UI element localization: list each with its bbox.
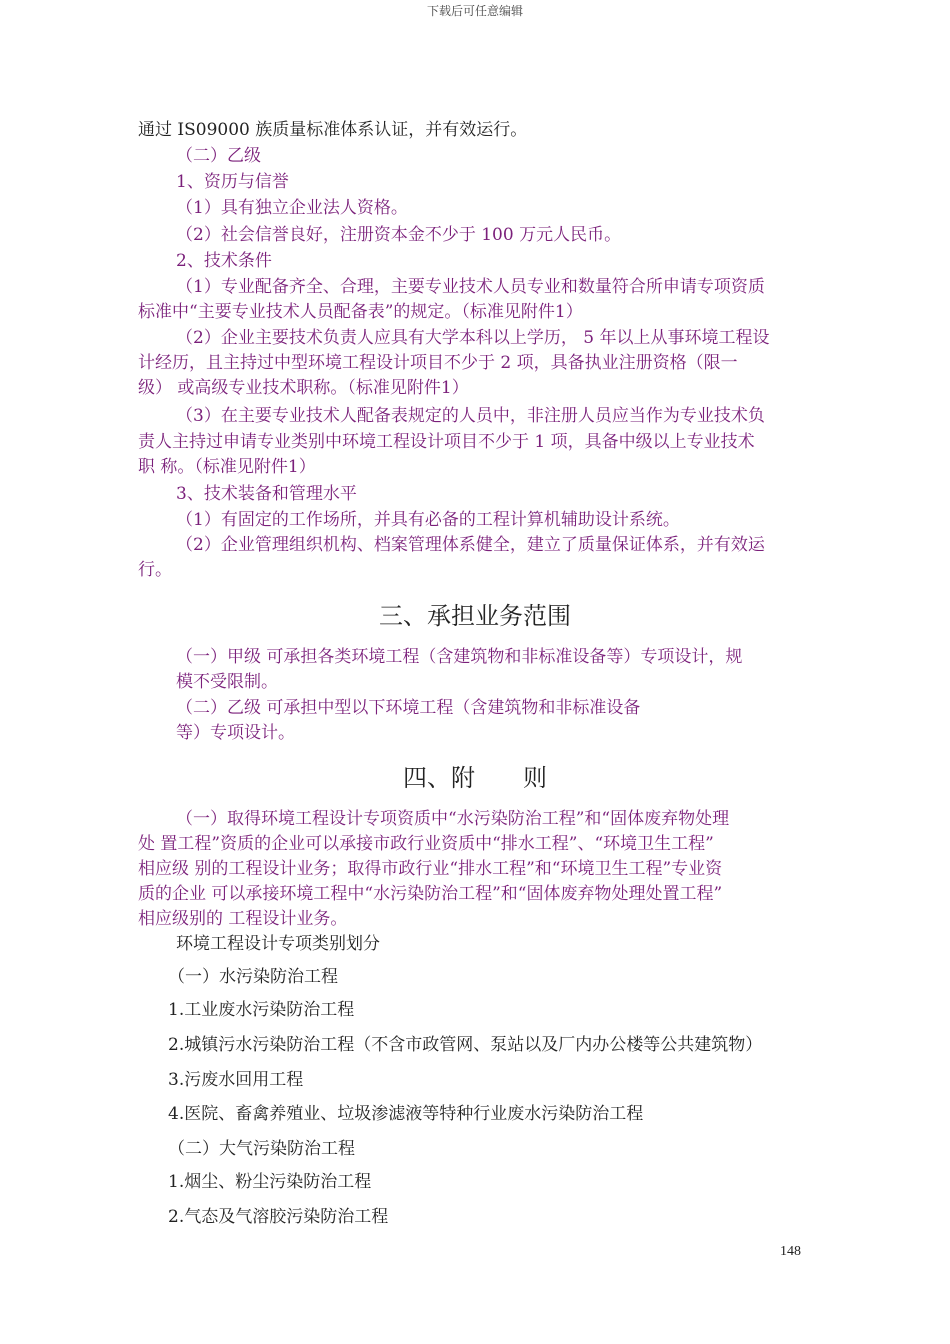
category-line: （二）大气污染防治工程 [168,1139,355,1159]
body-line: （2）社会信誉良好，注册资本金不少于 100 万元人民币。 [176,225,622,245]
body-line: （1）具有独立企业法人资格。 [176,198,408,218]
body-line: （2）企业管理组织机构、档案管理体系健全，建立了质量保证体系，并有效运 [176,535,765,555]
body-line: （1）专业配备齐全、合理，主要专业技术人员专业和数量符合所申请专项资质 [176,277,765,297]
body-line: 1、资历与信誉 [176,172,289,192]
category-line: 1.烟尘、粉尘污染防治工程 [168,1172,372,1192]
body-line: （3）在主要专业技术人配备表规定的人员中，非注册人员应当作为专业技术负 [176,406,765,426]
body-line: 计经历，且主持过中型环境工程设计项目不少于 2 项，具备执业注册资格（限一 [138,353,738,373]
scope-line: （二）乙级 可承担中型以下环境工程（含建筑物和非标准设备 [176,698,641,718]
appendix-line: （一）取得环境工程设计专项资质中“水污染防治工程”和“固体废弃物处理 [176,809,730,829]
category-line: （一）水污染防治工程 [168,967,338,987]
scope-line: 等）专项设计。 [176,723,295,743]
category-line: 2.城镇污水污染防治工程（不含市政管网、泵站以及厂内办公楼等公共建筑物） [168,1035,763,1055]
category-line: 1.工业废水污染防治工程 [168,1000,355,1020]
category-line: 4.医院、畜禽养殖业、垃圾渗滤液等特种行业废水污染防治工程 [168,1104,644,1124]
category-line: 2.气态及气溶胶污染防治工程 [168,1207,389,1227]
category-line: 3.污废水回用工程 [168,1070,304,1090]
body-line: 标准中“主要专业技术人员配备表”的规定。（标准见附件1） [138,302,583,322]
appendix-line: 质的企业 可以承接环境工程中“水污染防治工程”和“固体废弃物处理处置工程” [138,884,723,904]
body-line: 级） 或高级专业技术职称。（标准见附件1） [138,378,469,398]
category-line: 环境工程设计专项类别划分 [176,934,380,954]
body-line: （2）企业主要技术负责人应具有大学本科以上学历， 5 年以上从事环境工程设 [176,328,770,348]
page-header: 下载后可任意编辑 [426,4,523,18]
appendix-line: 相应级别的 工程设计业务。 [138,909,348,929]
section-heading: 四、附 则 [403,764,547,792]
body-line: 职 称。（标准见附件1） [138,457,316,477]
body-line: （二）乙级 [176,146,261,166]
appendix-line: 处 置工程”资质的企业可以承接市政行业资质中“排水工程”、“环境卫生工程” [138,834,714,854]
page-number: 148 [780,1244,801,1259]
scope-line: （一）甲级 可承担各类环境工程（含建筑物和非标准设备等）专项设计，规 [176,647,743,667]
body-line: 通过 IS09000 族质量标准体系认证，并有效运行。 [138,120,528,140]
body-line: 行。 [138,560,172,580]
section-heading: 三、承担业务范围 [379,602,571,630]
scope-line: 模不受限制。 [176,672,278,692]
body-line: 2、技术条件 [176,251,272,271]
body-line: （1）有固定的工作场所，并具有必备的工程计算机辅助设计系统。 [176,510,680,530]
body-line: 3、技术装备和管理水平 [176,484,357,504]
appendix-line: 相应级 别的工程设计业务；取得市政行业“排水工程”和“环境卫生工程”专业资 [138,859,723,879]
body-line: 责人主持过申请专业类别中环境工程设计项目不少于 1 项，具备中级以上专业技术 [138,432,755,452]
